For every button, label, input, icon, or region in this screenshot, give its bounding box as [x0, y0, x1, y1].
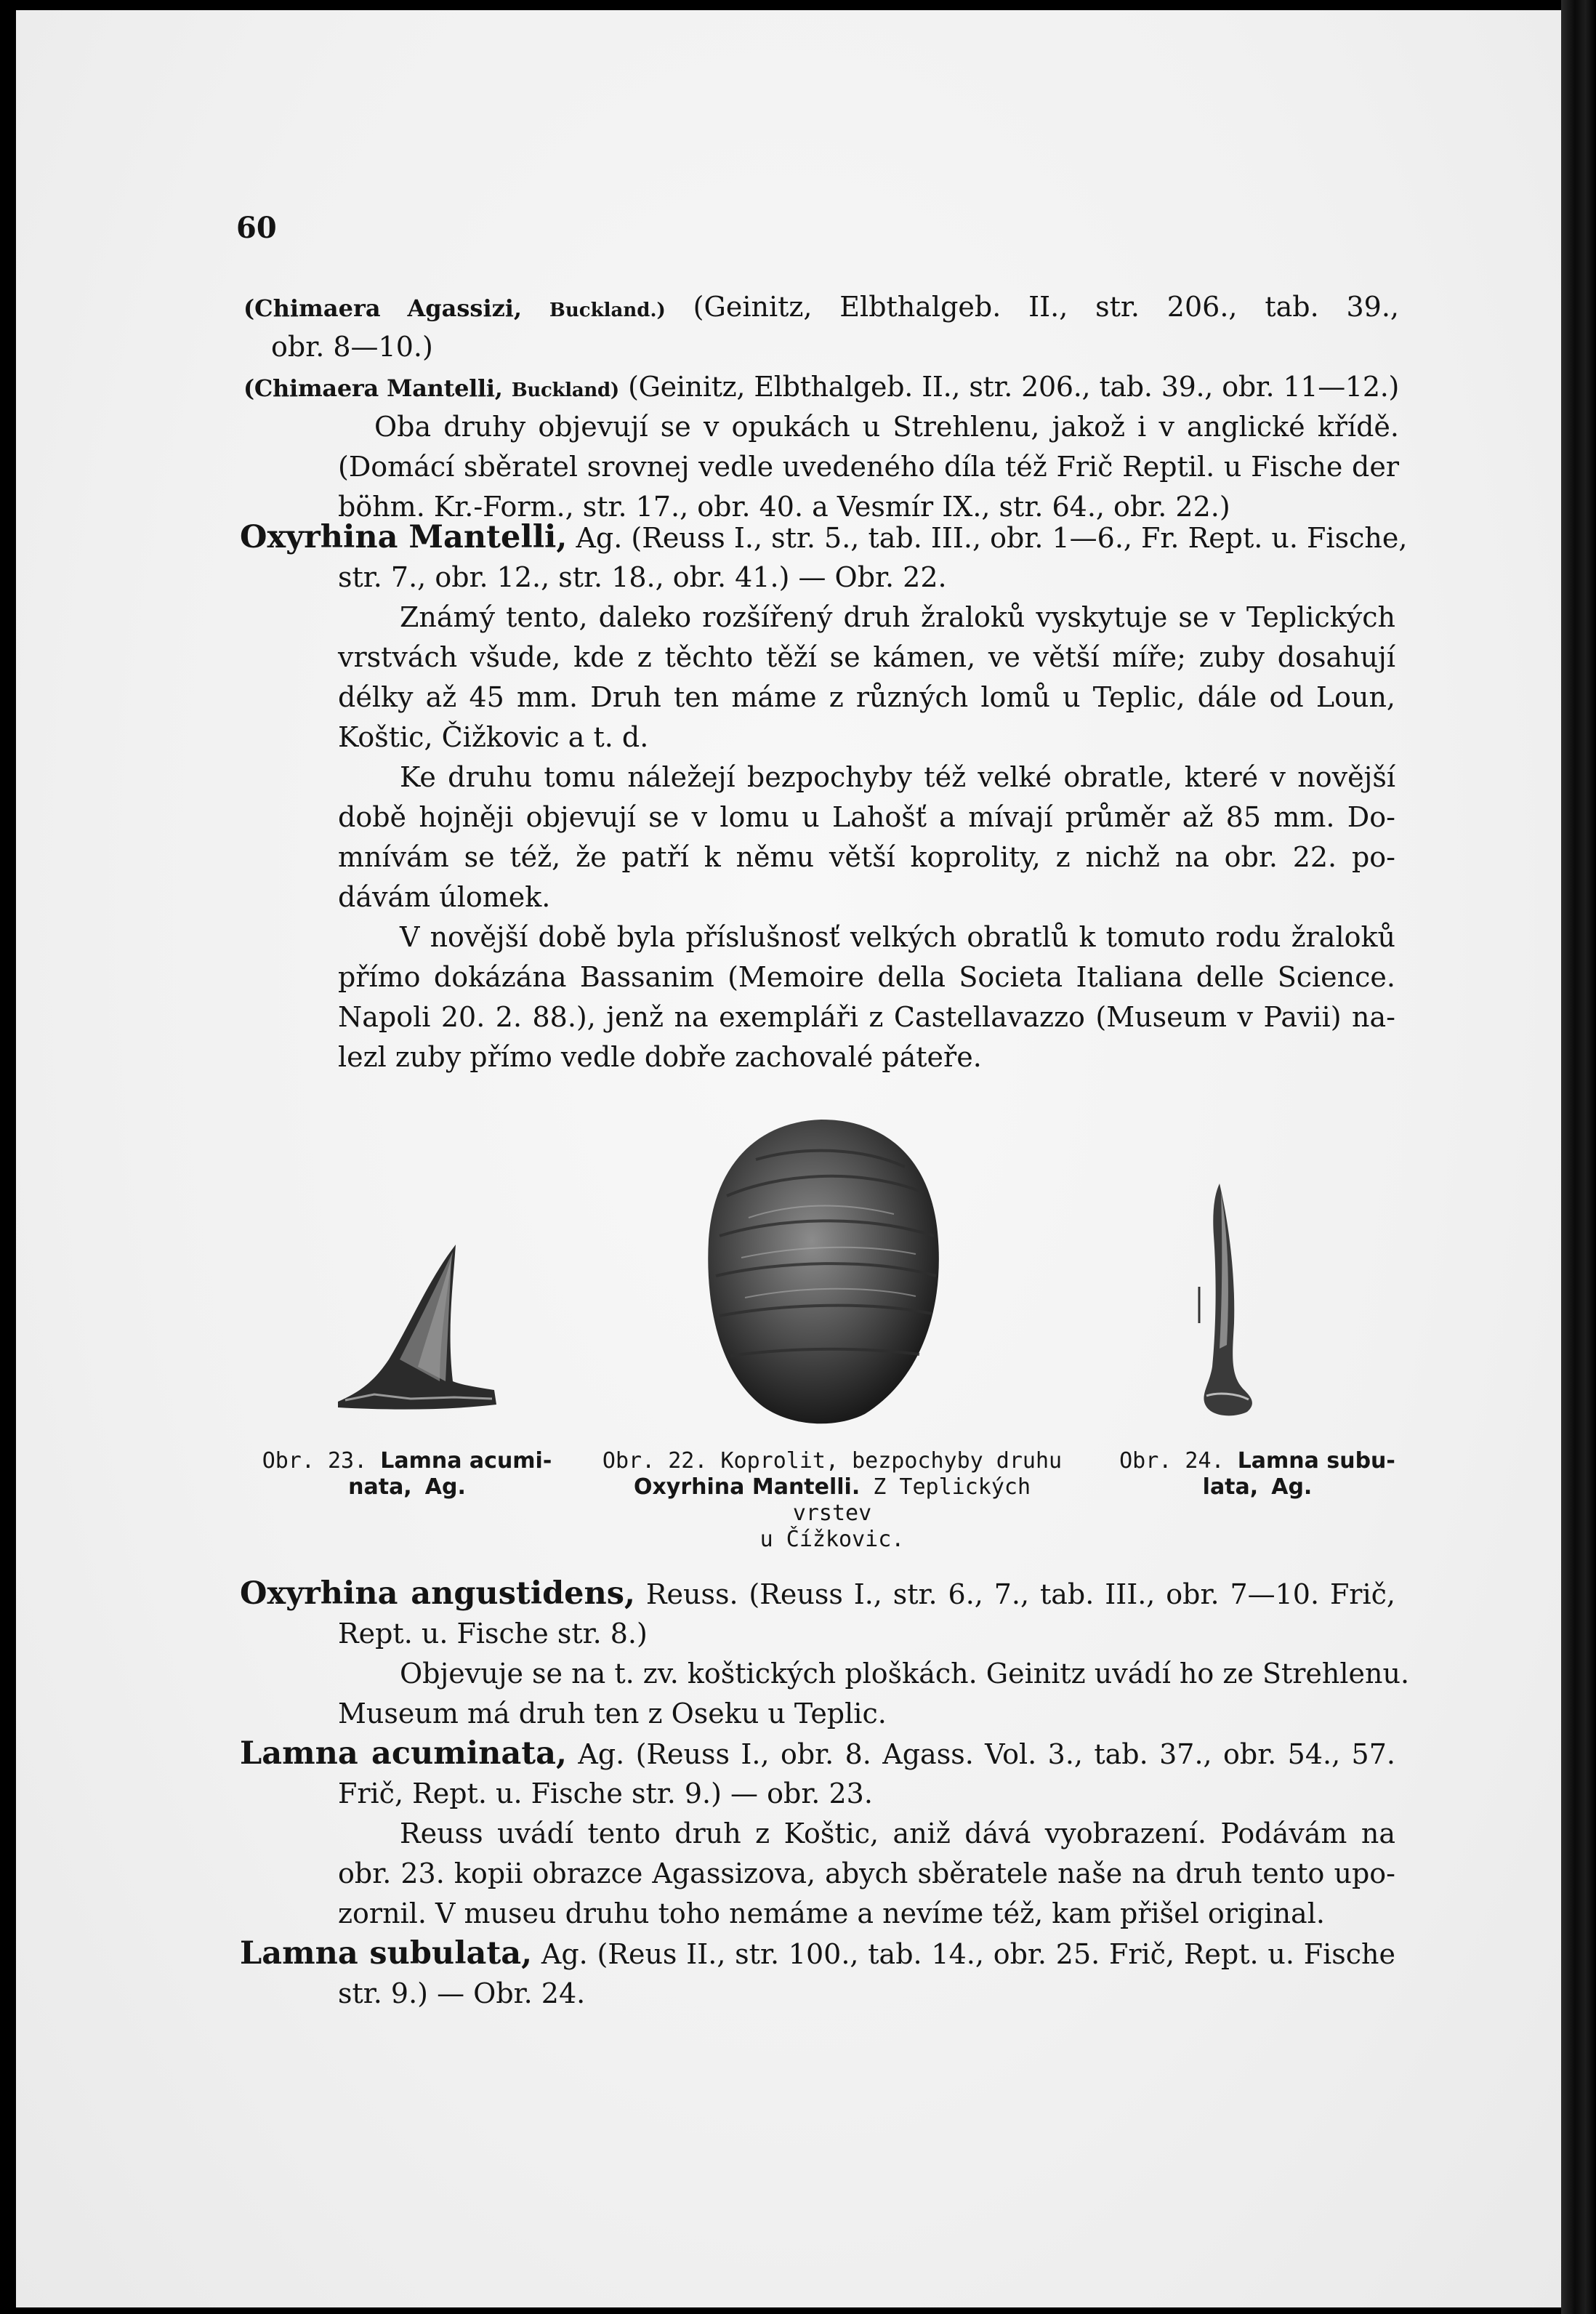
- para-line: Ke druhu tomu náležejí bezpochyby též velké obratle, které v novější: [400, 761, 1395, 793]
- para-line: Koštic, Čižkovic a t. d.: [338, 721, 649, 753]
- figure-22-coprolite: [698, 1116, 956, 1429]
- para-line: Objevuje se na t. zv. koštických ploškách. Geinitz uvádí ho ze Strehlenu.: [400, 1658, 1410, 1690]
- chimaera-section: [243, 287, 1399, 527]
- chimaera-agassizi-line1: (Chimaera Agassizi, Buckland.) (Geinitz, Elbthalgeb. II., str. 206., tab. 39.,: [243, 291, 1399, 323]
- para-line: zornil. V museu druhu toho nemáme a nevíme též, kam přišel original.: [338, 1897, 1325, 1929]
- page-number: 60: [236, 211, 277, 245]
- para-line: Museum má druh ten z Oseku u Teplic.: [338, 1698, 887, 1730]
- chimaera-text-line: (Domácí sběratel srovnej vedle uvedeného díla též Frič Reptil. u Fische der: [338, 451, 1399, 483]
- figure-24-tooth: [1177, 1178, 1272, 1418]
- para-line: mnívám se též, že patří k němu větší koprolity, z nichž na obr. 22. po-: [338, 841, 1395, 873]
- caption-figure-24: Obr. 24. Lamna subu- lata, Ag.: [1119, 1448, 1395, 1500]
- caption-figure-23: Obr. 23. Lamna acumi- nata, Ag.: [262, 1448, 552, 1500]
- oxyrhina-mantelli-heading: Oxyrhina Mantelli, Ag. (Reuss I., str. 5., tab. III., obr. 1—6., Fr. Rept. u. Fische,: [240, 519, 1408, 555]
- oxyrhina-mantelli-ref2: str. 7., obr. 12., str. 18., obr. 41.) — Obr. 22.: [338, 561, 947, 593]
- chimaera-text-line: Oba druhy objevují se v opukách u Strehlenu, jakož i v anglické křídě.: [374, 411, 1399, 443]
- lower-section: [240, 1574, 1410, 2014]
- para-line: Známý tento, daleko rozšířený druh žraloků vyskytuje se v Teplických: [400, 601, 1395, 633]
- lamna-subulata-ref2: str. 9.) — Obr. 24.: [338, 1977, 586, 2009]
- para-line: dávám úlomek.: [338, 881, 551, 913]
- para-line: době hojněji objevují se v lomu u Lahošť a mívají průměr až 85 mm. Do-: [338, 801, 1395, 833]
- caption-figure-22: Obr. 22. Koprolit, bezpochyby druhu Oxyrhina Mantelli. Z Teplických vrstev u Čížkovic.: [602, 1448, 1063, 1552]
- para-line: obr. 23. kopii obrazce Agassizova, abych sběratele naše na druh tento upo-: [338, 1857, 1395, 1889]
- book-edge-shadow: [1561, 0, 1596, 2314]
- chimaera-text-line: böhm. Kr.-Form., str. 17., obr. 40. a Vesmír IX., str. 64., obr. 22.): [338, 491, 1230, 523]
- lamna-acuminata-heading: Lamna acuminata, Ag. (Reuss I., obr. 8. Agass. Vol. 3., tab. 37., obr. 54., 57.: [240, 1735, 1395, 1772]
- para-line: Napoli 20. 2. 88.), jenž na exempláři z Castellavazzo (Museum v Pavii) na-: [338, 1001, 1395, 1033]
- figure-23-tooth: [331, 1236, 505, 1418]
- para-line: přímo dokázána Bassanim (Memoire della Societa Italiana delle Science.: [338, 961, 1395, 993]
- oxyrhina-angustidens-ref2: Rept. u. Fische str. 8.): [338, 1618, 648, 1650]
- chimaera-mantelli-line: (Chimaera Mantelli, Buckland) (Geinitz, Elbthalgeb. II., str. 206., tab. 39., obr. 11—12.): [243, 371, 1399, 403]
- para-line: V novější době byla příslušnosť velkých obratlů k tomuto rodu žraloků: [400, 921, 1395, 953]
- lamna-acuminata-ref2: Frič, Rept. u. Fische str. 9.) — obr. 23.: [338, 1777, 873, 1809]
- para-line: délky až 45 mm. Druh ten máme z různých lomů u Teplic, dále od Loun,: [338, 681, 1395, 713]
- para-line: lezl zuby přímo vedle dobře zachovalé páteře.: [338, 1041, 982, 1073]
- para-line: Reuss uvádí tento druh z Koštic, aniž dává vyobrazení. Podávám na: [400, 1817, 1395, 1849]
- lamna-subulata-heading: Lamna subulata, Ag. (Reus II., str. 100., tab. 14., obr. 25. Frič, Rept. u. Fische: [240, 1935, 1395, 1972]
- para-line: vrstvách všude, kde z těchto těží se kámen, ve větší míře; zuby dosahují: [338, 641, 1395, 673]
- oxyrhina-mantelli-section: [240, 518, 1408, 1077]
- oxyrhina-angustidens-heading: Oxyrhina angustidens, Reuss. (Reuss I., str. 6., 7., tab. III., obr. 7—10. Frič,: [240, 1575, 1395, 1612]
- chimaera-agassizi-line2: obr. 8—10.): [271, 331, 433, 363]
